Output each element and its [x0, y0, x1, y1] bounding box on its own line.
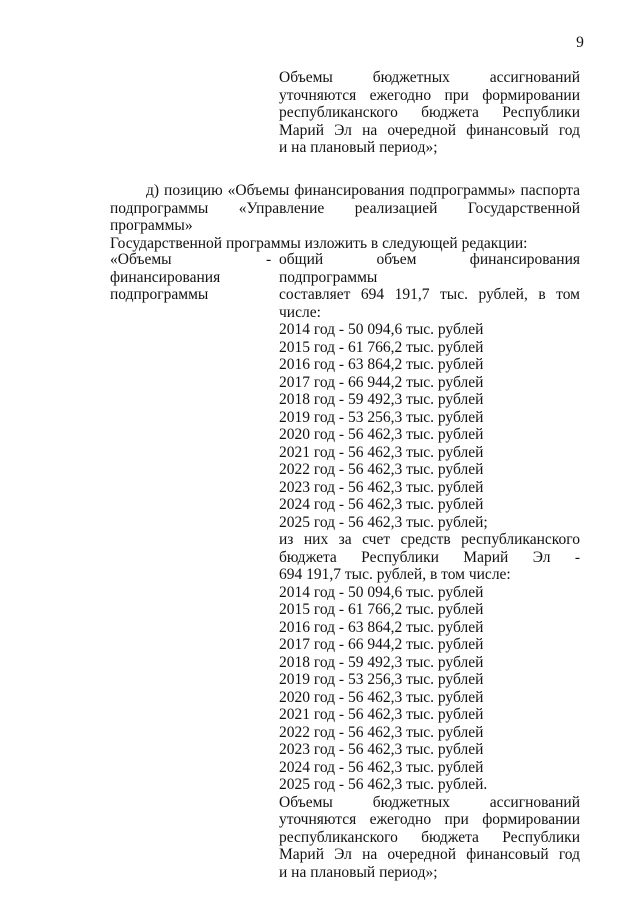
text-line: из них за счет средств республиканского [279, 531, 580, 548]
text-line: Государственной программы изложить в следующей редакции: [110, 234, 528, 252]
year-list-total [279, 321, 580, 531]
text-line: бюджета Республики Марий Эл - [279, 548, 580, 566]
text-line: подпрограммы [110, 286, 209, 303]
year-line: 2021 год - 56 462,3 тыс. рублей [279, 443, 484, 461]
year-line: 2014 год - 50 094,6 тыс. рублей [279, 321, 484, 338]
year-line: 2021 год - 56 462,3 тыс. рублей [279, 706, 484, 723]
page-number: 9 [576, 34, 584, 51]
text-line: общий объем финансирования подпрограммы [279, 251, 580, 286]
year-line: 2023 год - 56 462,3 тыс. рублей [279, 478, 484, 496]
year-list-budget [279, 584, 580, 794]
text-line: Марий Эл на очередной финансовый год [279, 121, 580, 139]
text-line: республиканского бюджета Республики [279, 828, 580, 846]
year-line: 2020 год - 56 462,3 тыс. рублей [279, 688, 484, 706]
year-line: 2018 год - 59 492,3 тыс. рублей [279, 391, 484, 408]
year-line: 2018 год - 59 492,3 тыс. рублей [279, 653, 484, 671]
year-line: 2022 год - 56 462,3 тыс. рублей [279, 723, 484, 741]
top-note-continuation [279, 69, 580, 157]
text-line: финансирования [110, 268, 221, 286]
text-line: 694 191,7 тыс. рублей, в том числе: [279, 566, 511, 583]
year-line: 2015 год - 61 766,2 тыс. рублей [279, 601, 484, 618]
year-line: 2015 год - 61 766,2 тыс. рублей [279, 338, 484, 356]
year-line: 2014 год - 50 094,6 тыс. рублей [279, 583, 484, 601]
separator-dash: - [266, 251, 272, 268]
text-line: Объемы бюджетных ассигнований [279, 69, 580, 86]
year-line: 2020 год - 56 462,3 тыс. рублей [279, 426, 484, 443]
year-line: 2017 год - 66 944,2 тыс. рублей [279, 373, 484, 391]
position-label [110, 251, 260, 304]
year-line: 2016 год - 63 864,2 тыс. рублей [279, 618, 484, 636]
year-line: 2019 год - 53 256,3 тыс. рублей [279, 408, 484, 426]
year-line: 2025 год - 56 462,3 тыс. рублей. [279, 776, 488, 793]
text-line: республиканского бюджета Республики [279, 104, 580, 121]
text-line: и на плановый период»; [279, 139, 438, 156]
text-line: д) позицию «Объемы финансирования подпрограммы» паспорта [146, 182, 580, 199]
text-line: «Объемы [110, 251, 172, 268]
text-line: подпрограммы «Управление реализацией Государственной программы» [110, 199, 580, 234]
year-line: 2023 год - 56 462,3 тыс. рублей [279, 741, 484, 758]
year-line: 2016 год - 63 864,2 тыс. рублей [279, 356, 484, 373]
year-line: 2025 год - 56 462,3 тыс. рублей; [279, 513, 488, 531]
year-line: 2022 год - 56 462,3 тыс. рублей [279, 461, 484, 478]
text-line: уточняются ежегодно при формировании [279, 811, 580, 828]
text-line: уточняются ежегодно при формировании [279, 86, 580, 104]
amendment-paragraph [110, 182, 580, 252]
year-line: 2017 год - 66 944,2 тыс. рублей [279, 636, 484, 653]
text-line: и на плановый период»; [279, 863, 438, 881]
text-line: Объемы бюджетных ассигнований [279, 793, 580, 811]
year-line: 2024 год - 56 462,3 тыс. рублей [279, 496, 484, 513]
text-line: составляет 694 191,7 тыс. рублей, в том числе: [279, 286, 580, 321]
year-line: 2019 год - 53 256,3 тыс. рублей [279, 671, 484, 688]
financing-details [279, 251, 580, 881]
year-line: 2024 год - 56 462,3 тыс. рублей [279, 758, 484, 776]
text-line: Марий Эл на очередной финансовый год [279, 846, 580, 863]
